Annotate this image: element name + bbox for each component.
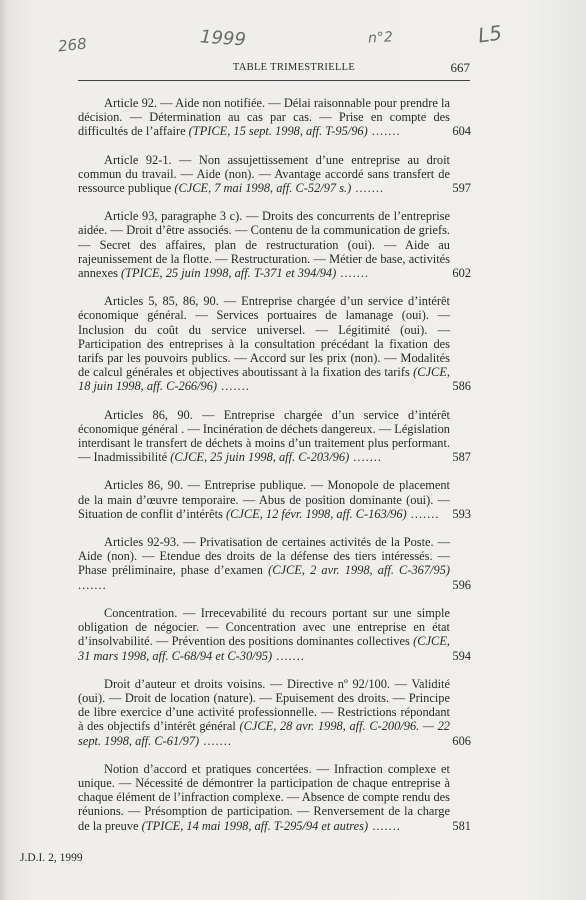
entry-summary: Notion d’accord et pratiques concertées. — Infraction complexe et unique. — Nécessité de démontrer la participation de chaque entreprise à chaque élément de l’infraction complexe. — Absence de compte rendu des réunions. — Présomption de participation. — Renversement de la charge de la preuve — [78, 761, 450, 833]
handwritten-note-1: 268 — [57, 34, 88, 56]
leader-dots: ....... — [336, 266, 370, 281]
leader-dots: ....... — [351, 181, 385, 196]
entry-case-reference: (CJCE, 7 mai 1998, aff. C-52/97 s.) — [174, 181, 352, 196]
header-title: TABLE TRIMESTRIELLE — [232, 62, 356, 73]
handwritten-note-3: n°2 — [367, 29, 394, 47]
entry-summary: Articles 86, 90. — Entreprise publique. — Monopole de placement de la main d’œuvre temporaire. — Abus de position dominante (oui). — Situation de conflit d’intérêts — [78, 478, 450, 521]
entry-text — [78, 96, 450, 139]
running-header — [78, 62, 470, 81]
entry-page-number: 596 — [452, 577, 471, 592]
entry-text — [78, 294, 450, 393]
entry-page-number: 594 — [452, 648, 471, 663]
entry-page-number: 581 — [452, 818, 471, 833]
entry-case-reference: (CJCE, 28 avr. 1998, aff. C-200/96. — 22 sept. 1998, aff. C-61/97) — [78, 719, 450, 748]
entry-summary: Articles 5, 85, 86, 90. — Entreprise chargée d’un service d’intérêt économique général. — Services portuaires de lamanage (oui). — Inclusion du coût du service universel. — Légitimité (oui). — Participation des entreprises à la consultation précédant la fixation des tarifs par les pouvoirs publics. — Accord sur les prix (non). — Modalités de calcul générales et objectives aboutissant à la fixation des tarifs — [78, 294, 450, 380]
leader-dots: ....... — [199, 733, 232, 748]
entry-page-number: 587 — [452, 450, 471, 465]
index-entries — [78, 96, 471, 847]
entry-case-reference: (TPICE, 14 mai 1998, aff. T-295/94 et autres) — [141, 818, 369, 833]
entry-text — [78, 677, 450, 748]
index-entry — [78, 96, 471, 139]
leader-dots: ....... — [78, 577, 107, 592]
entry-summary: Concentration. — Irrecevabilité du recours portant sur une simple obligation de négocier. — Concentration avec une entreprise en état d’insolvabilité. — Prévention des positions dominantes collectives — [78, 605, 450, 649]
entry-text — [78, 153, 450, 196]
entry-case-reference: (TPICE, 25 juin 1998, aff. T-371 et 394/94) — [121, 266, 337, 281]
index-entry — [78, 153, 471, 196]
entry-case-reference: (CJCE, 18 juin 1998, aff. C-266/96) — [78, 365, 450, 394]
leader-dots: ....... — [406, 506, 440, 521]
entry-page-number: 597 — [452, 181, 471, 196]
index-entry — [78, 478, 471, 521]
entry-summary: Article 92-1. — Non assujettissement d’une entreprise au droit commun du travail. — Aide (non). — Avantage accordé sans transfert de ressource publique — [78, 152, 450, 196]
entry-summary: Droit d’auteur et droits voisins. — Directive nº 92/100. — Validité (oui). — Droit de location (nature). — Epuisement des droits. — Principe de libre exercice d’une activité professionnelle. — Restrictions répondant à des objectifs d’intérêt général — [78, 676, 450, 734]
entry-page-number: 586 — [452, 379, 471, 394]
entry-text — [78, 408, 450, 465]
index-entry — [78, 408, 471, 465]
entry-case-reference: (CJCE, 25 juin 1998, aff. C-203/96) — [170, 450, 350, 465]
entry-text — [78, 606, 450, 663]
index-entry — [78, 677, 471, 748]
entry-case-reference: (TPICE, 15 sept. 1998, aff. T-95/96) — [188, 124, 368, 139]
leader-dots: ....... — [349, 450, 382, 465]
entry-case-reference: (CJCE, 31 mars 1998, aff. C-68/94 et C-30/95) — [78, 634, 450, 663]
leader-dots: ....... — [217, 379, 250, 394]
leader-dots: ....... — [367, 124, 401, 139]
handwritten-annotations — [0, 22, 586, 62]
leader-dots: ....... — [272, 648, 305, 663]
entry-page-number: 593 — [452, 506, 471, 521]
entry-page-number: 604 — [452, 124, 471, 139]
footer-citation: J.D.I. 2, 1999 — [20, 852, 83, 864]
index-entry — [78, 209, 471, 280]
entry-page-number: 602 — [452, 266, 471, 281]
handwritten-note-2: 1999 — [199, 26, 247, 51]
handwritten-note-4: L5 — [476, 20, 504, 48]
entry-page-number: 606 — [452, 733, 471, 748]
entry-text — [78, 478, 450, 521]
entry-summary: Article 92. — Aide non notifiée. — Délai raisonnable pour prendre la décision. — Détermination au cas par cas. — Prise en compte des difficultés de l’affaire — [78, 96, 450, 139]
index-entry — [78, 535, 471, 592]
entry-case-reference: (CJCE, 2 avr. 1998, aff. C-367/95) — [268, 563, 450, 578]
entry-case-reference: (CJCE, 12 févr. 1998, aff. C-163/96) — [225, 506, 407, 521]
page-gutter-shadow — [0, 0, 8, 900]
header-page-number: 667 — [450, 60, 470, 75]
entry-text — [78, 209, 450, 280]
entry-summary: Articles 86, 90. — Entreprise chargée d’un service d’intérêt économique général . — Incinération de déchets dangereux. — Législation interdisant le transfert de déchets à moins d’un traitement plus performant. — Inadmissibilité — [78, 407, 450, 465]
index-entry — [78, 606, 471, 663]
leader-dots: ....... — [368, 818, 401, 833]
index-entry — [78, 294, 471, 393]
index-entry — [78, 762, 471, 833]
entry-summary: Articles 92-93. — Privatisation de certaines activités de la Poste. — Aide (non). — Etendue des droits de la défense des tiers intéressés. — Phase préliminaire, phase d’examen — [78, 535, 450, 578]
entry-summary: Article 93, paragraphe 3 c). — Droits des concurrents de l’entreprise aidée. — Droit d’être associés. — Contenu de la communication de griefs. — Secret des affaires, plan de restructuration (oui). — Aide au rajeunissement de la flotte. — Restructuration. — Métier de base, activités annexes — [78, 209, 450, 281]
entry-text — [78, 762, 450, 833]
entry-text — [78, 535, 450, 592]
